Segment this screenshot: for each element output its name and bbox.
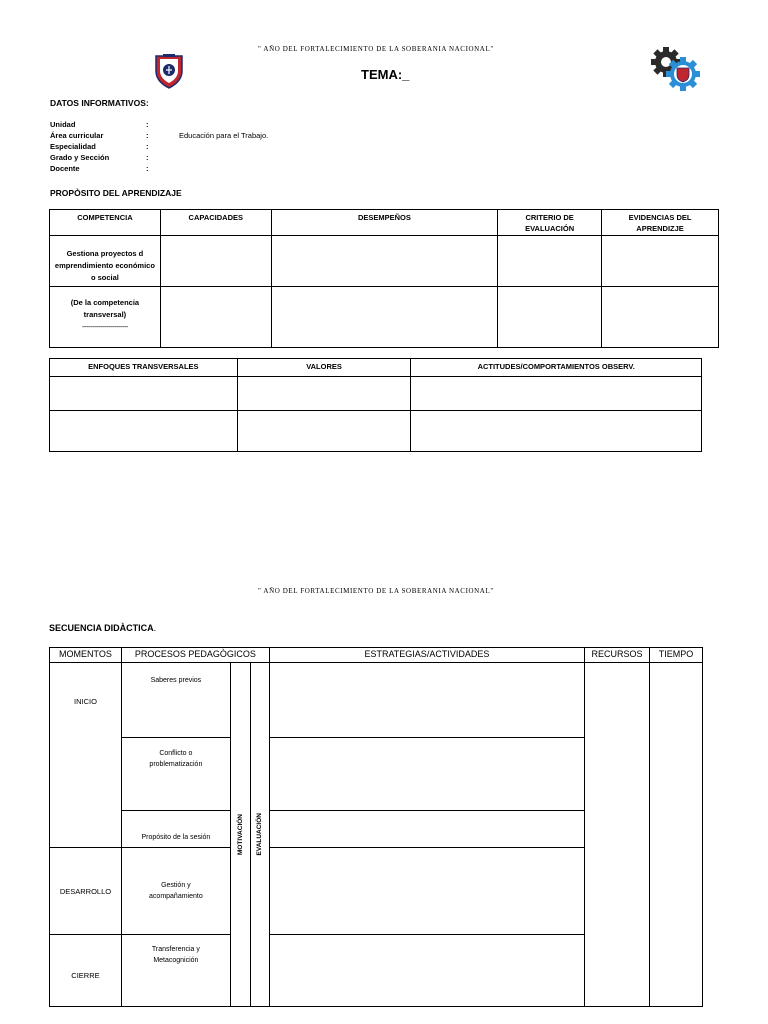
header-valores: VALORES [237, 359, 411, 377]
proposito-table [49, 209, 719, 348]
header-capacidades: CAPACIDADES [160, 210, 271, 236]
motto-text: " AÑO DEL FORTALECIMIENTO DE LA SOBERANIA NACIONAL" [258, 45, 494, 53]
estrategia-cell[interactable] [269, 738, 584, 811]
gears-logo-icon [650, 46, 700, 92]
proceso-transferencia: Transferencia y Metacognición [121, 935, 230, 1007]
header-criterio: CRITERIO DE EVALUACIÓN [498, 210, 602, 236]
proceso-gestion: Gestión y acompañamiento [121, 848, 230, 935]
table-header-row [50, 648, 703, 663]
header-enfoques: ENFOQUES TRANSVERSALES [50, 359, 238, 377]
table-cell[interactable] [498, 287, 602, 348]
evaluacion-label: EVALUACIÓN [256, 813, 264, 856]
header-tiempo: TIEMPO [650, 648, 703, 663]
field-label: Grado y Sección [50, 153, 110, 162]
proceso-proposito: Propósito de la sesión [121, 811, 230, 848]
header-desempenos: DESEMPEÑOS [271, 210, 497, 236]
evaluacion-column [250, 663, 269, 1007]
secuencia-title-period: . [153, 623, 157, 633]
header-competencia: COMPETENCIA [50, 210, 161, 236]
header-estrategias: ESTRATEGIAS/ACTIVIDADES [269, 648, 584, 663]
header-momentos: MOMENTOS [50, 648, 122, 663]
table-cell[interactable] [602, 236, 719, 287]
header-recursos: RECURSOS [585, 648, 650, 663]
table-row [50, 377, 702, 411]
table-cell[interactable] [411, 377, 702, 411]
field-label: Docente [50, 164, 80, 173]
table-cell[interactable] [498, 236, 602, 287]
school-shield-icon [154, 53, 184, 89]
estrategia-cell[interactable] [269, 848, 584, 935]
enfoques-table [49, 358, 702, 452]
tema-label: TEMA:_ [361, 67, 410, 82]
field-label: Unidad [50, 120, 76, 129]
table-cell[interactable] [411, 411, 702, 452]
proceso-conflicto: Conflicto o problematización [121, 738, 230, 811]
momento-inicio: INICIO [50, 663, 122, 848]
field-row [50, 141, 149, 152]
dash-line: ----------------------- [81, 322, 128, 331]
field-row [50, 130, 269, 141]
field-sep: : [146, 120, 149, 129]
field-label: Área curricular [50, 131, 104, 140]
momento-desarrollo: DESARROLLO [50, 848, 122, 935]
secuencia-table [49, 647, 703, 1007]
field-sep: : [146, 153, 149, 162]
secuencia-title [49, 623, 156, 633]
motto-text-page2: " AÑO DEL FORTALECIMIENTO DE LA SOBERANIA NACIONAL" [258, 587, 494, 595]
momento-cierre: CIERRE [50, 935, 122, 1007]
motivacion-column [230, 663, 250, 1007]
competencia-transversal-text: (De la competencia transversal) [70, 298, 140, 319]
proposito-title: PROPÒSITO DEL APRENDIZAJE [50, 188, 182, 198]
table-row [50, 236, 719, 287]
table-row [50, 663, 703, 738]
estrategia-cell[interactable] [269, 811, 584, 848]
table-cell[interactable] [237, 411, 411, 452]
table-header-row [50, 359, 702, 377]
header-evidencias: EVIDENCIAS DEL APRENDIZJE [602, 210, 719, 236]
table-row [50, 411, 702, 452]
field-row [50, 163, 149, 174]
field-value: Educación para el Trabajo. [179, 131, 269, 140]
field-sep: : [146, 164, 149, 173]
table-cell[interactable] [237, 377, 411, 411]
recursos-cell[interactable] [585, 663, 650, 1007]
table-header-row [50, 210, 719, 236]
table-cell[interactable] [50, 411, 238, 452]
table-cell[interactable] [160, 236, 271, 287]
tiempo-cell[interactable] [650, 663, 703, 1007]
table-cell[interactable] [271, 236, 497, 287]
estrategia-cell[interactable] [269, 663, 584, 738]
field-label: Especialidad [50, 142, 96, 151]
datos-title: DATOS INFORMATIVOS: [50, 98, 149, 108]
header-actitudes: ACTITUDES/COMPORTAMIENTOS OBSERV. [411, 359, 702, 377]
header-procesos: PROCESOS PEDAGÒGICOS [121, 648, 269, 663]
table-cell[interactable] [50, 377, 238, 411]
field-row [50, 152, 149, 163]
competencia-cell[interactable]: Gestiona proyectos d emprendimiento económico o social [50, 236, 161, 287]
datos-fields [50, 119, 269, 174]
motivacion-label: MOTIVACIÓN [236, 813, 244, 856]
proceso-saberes-previos: Saberes previos [121, 663, 230, 738]
field-row [50, 119, 149, 130]
table-cell[interactable] [160, 287, 271, 348]
table-cell[interactable] [271, 287, 497, 348]
estrategia-cell[interactable] [269, 935, 584, 1007]
table-row [50, 287, 719, 348]
field-sep: : [146, 142, 149, 151]
table-cell[interactable] [602, 287, 719, 348]
field-sep: : [146, 131, 149, 140]
secuencia-title-text: SECUENCIA DIDÀCTICA [49, 623, 154, 633]
competencia-cell[interactable] [50, 287, 161, 348]
